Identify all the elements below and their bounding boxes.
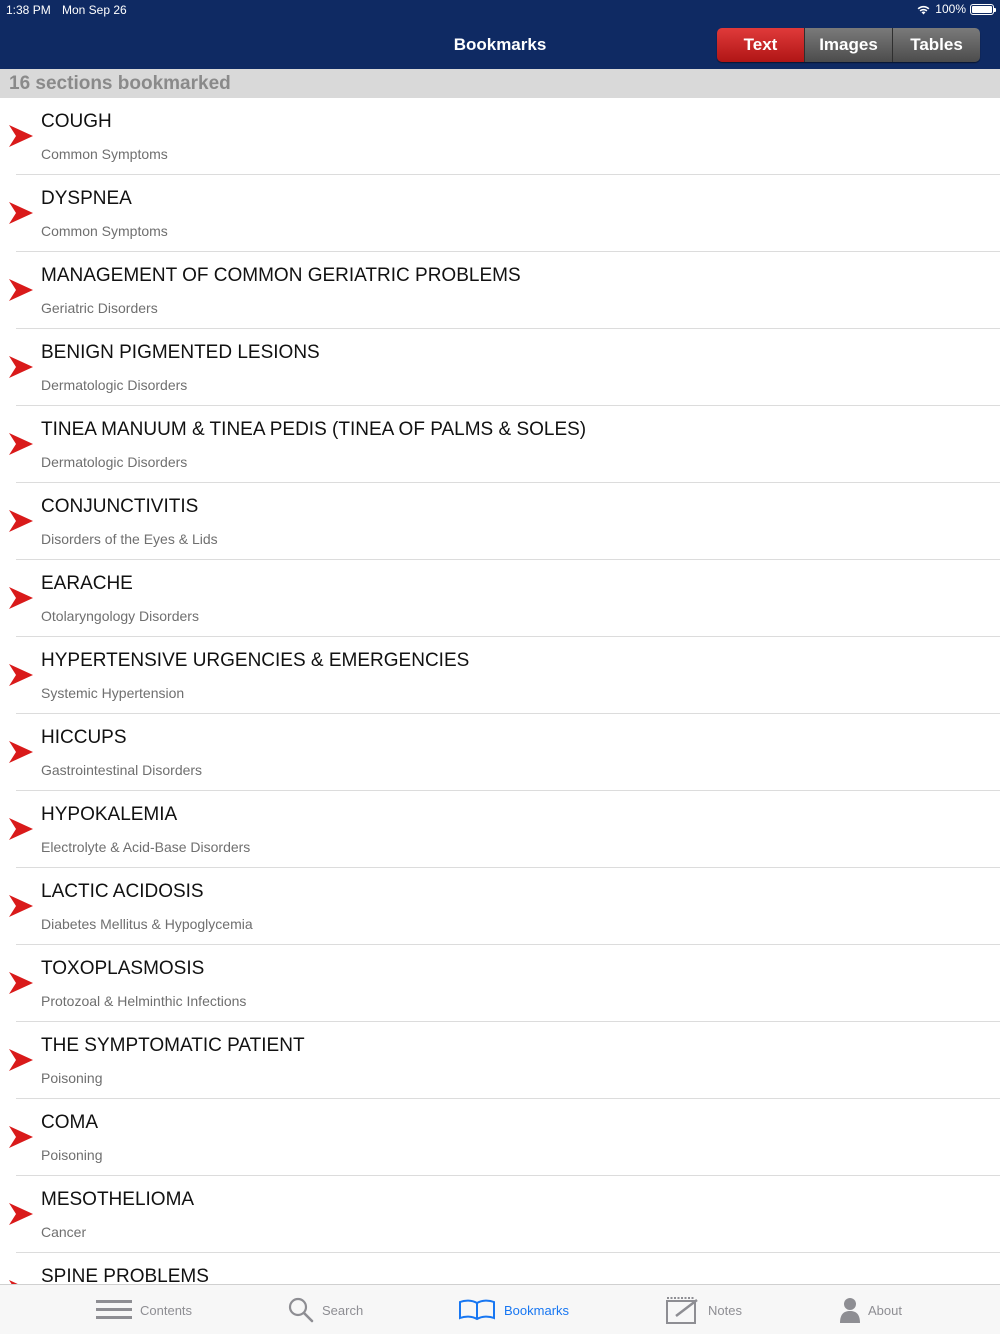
bookmark-title: TINEA MANUUM & TINEA PEDIS (TINEA OF PALMS & SOLES): [41, 419, 587, 440]
bookmark-row[interactable]: [0, 329, 1000, 406]
red-arrow-icon: [9, 818, 33, 840]
bookmark-title: SPINE PROBLEMS: [41, 1266, 209, 1284]
bookmark-title: COMA: [41, 1112, 98, 1133]
notepad-icon: [666, 1296, 700, 1324]
tab-search[interactable]: [288, 1285, 363, 1334]
bookmark-row[interactable]: [0, 1176, 1000, 1253]
bookmark-title: LACTIC ACIDOSIS: [41, 881, 204, 902]
bookmark-row[interactable]: [0, 406, 1000, 483]
segment-text[interactable]: Text: [717, 28, 804, 62]
bookmark-subtitle: Otolaryngology Disorders: [41, 608, 199, 624]
bookmark-subtitle: Systemic Hypertension: [41, 685, 185, 701]
bookmark-subtitle: Poisoning: [41, 1070, 103, 1086]
tab-contents-label: Contents: [140, 1302, 193, 1318]
red-arrow-icon: [9, 664, 33, 686]
bookmark-subtitle: Electrolyte & Acid-Base Disorders: [41, 839, 251, 855]
red-arrow-icon: [9, 972, 33, 994]
bookmark-subtitle: Disorders of the Eyes & Lids: [41, 531, 218, 547]
bookmark-subtitle: Gastrointestinal Disorders: [41, 762, 203, 778]
bookmark-title: HYPOKALEMIA: [41, 804, 178, 825]
bookmark-title: MESOTHELIOMA: [41, 1189, 195, 1210]
bookmark-subtitle: Common Symptoms: [41, 223, 168, 239]
red-arrow-icon: [9, 587, 33, 609]
tab-notes-label: Notes: [708, 1302, 742, 1318]
tab-search-label: Search: [322, 1302, 364, 1318]
nav-bar: [0, 22, 1000, 69]
bookmark-title: THE SYMPTOMATIC PATIENT: [41, 1035, 305, 1056]
battery-percent: 100%: [935, 2, 966, 16]
bookmark-row[interactable]: [0, 483, 1000, 560]
bookmark-subtitle: Diabetes Mellitus & Hypoglycemia: [41, 916, 253, 932]
segment-images[interactable]: Images: [804, 28, 892, 62]
tab-notes[interactable]: [666, 1285, 742, 1334]
page-title: Bookmarks: [453, 35, 547, 54]
content-type-segmented-control: [717, 28, 980, 62]
bookmark-row[interactable]: [0, 714, 1000, 791]
wifi-icon: [916, 4, 931, 15]
bookmark-row[interactable]: [0, 945, 1000, 1022]
bookmark-row[interactable]: [0, 791, 1000, 868]
search-icon: [288, 1297, 314, 1323]
bookmark-row[interactable]: [0, 1253, 1000, 1284]
bookmark-subtitle: Poisoning: [41, 1147, 103, 1163]
bookmark-title: HYPERTENSIVE URGENCIES & EMERGENCIES: [41, 650, 470, 671]
red-arrow-icon: [9, 1203, 33, 1225]
bookmark-title: BENIGN PIGMENTED LESIONS: [41, 342, 320, 363]
bookmark-title: MANAGEMENT OF COMMON GERIATRIC PROBLEMS: [41, 265, 521, 286]
red-arrow-icon: [9, 1126, 33, 1148]
bookmark-title: CONJUNCTIVITIS: [41, 496, 199, 517]
tab-about-label: About: [868, 1302, 902, 1318]
bookmark-row[interactable]: [0, 868, 1000, 945]
bookmark-row[interactable]: [0, 175, 1000, 252]
bookmark-row[interactable]: [0, 1022, 1000, 1099]
bookmark-row[interactable]: [0, 252, 1000, 329]
bookmark-title: EARACHE: [41, 573, 133, 594]
bookmark-row[interactable]: [0, 637, 1000, 714]
tab-bookmarks[interactable]: [458, 1285, 569, 1334]
bookmark-list: [0, 98, 1000, 1284]
bookmark-title: HICCUPS: [41, 727, 127, 748]
tab-contents[interactable]: [96, 1285, 192, 1334]
book-icon: [458, 1299, 496, 1321]
red-arrow-icon: [9, 202, 33, 224]
status-bar: [0, 0, 1000, 22]
battery-icon: [970, 4, 994, 15]
red-arrow-icon: [9, 279, 33, 301]
tab-bookmarks-label: Bookmarks: [504, 1302, 570, 1318]
red-arrow-icon: [9, 356, 33, 378]
person-icon: [840, 1297, 860, 1323]
tab-about[interactable]: [840, 1285, 902, 1334]
bookmark-subtitle: Cancer: [41, 1224, 87, 1240]
red-arrow-icon: [9, 125, 33, 147]
red-arrow-icon: [9, 433, 33, 455]
bookmark-row[interactable]: [0, 1099, 1000, 1176]
red-arrow-icon: [9, 1049, 33, 1071]
red-arrow-icon: [9, 895, 33, 917]
bookmark-subtitle: Geriatric Disorders: [41, 300, 158, 316]
bookmark-title: COUGH: [41, 111, 112, 132]
status-right: [916, 2, 994, 16]
bookmark-title: TOXOPLASMOSIS: [41, 958, 205, 979]
section-header: 16 sections bookmarked: [0, 69, 1000, 98]
bookmark-subtitle: Dermatologic Disorders: [41, 377, 188, 393]
bookmark-subtitle: Common Symptoms: [41, 146, 168, 162]
bookmark-subtitle: Protozoal & Helminthic Infections: [41, 993, 247, 1009]
red-arrow-icon: [9, 510, 33, 532]
list-icon: [96, 1298, 132, 1322]
bookmark-title: DYSPNEA: [41, 188, 132, 209]
bookmark-subtitle: Dermatologic Disorders: [41, 454, 188, 470]
bookmark-row[interactable]: [0, 560, 1000, 637]
tab-bar: [0, 1284, 1000, 1334]
red-arrow-icon: [9, 741, 33, 763]
status-date: Mon Sep 26: [62, 3, 127, 17]
bookmark-row[interactable]: [0, 98, 1000, 175]
status-time: 1:38 PM: [6, 3, 51, 17]
segment-tables[interactable]: Tables: [892, 28, 980, 62]
